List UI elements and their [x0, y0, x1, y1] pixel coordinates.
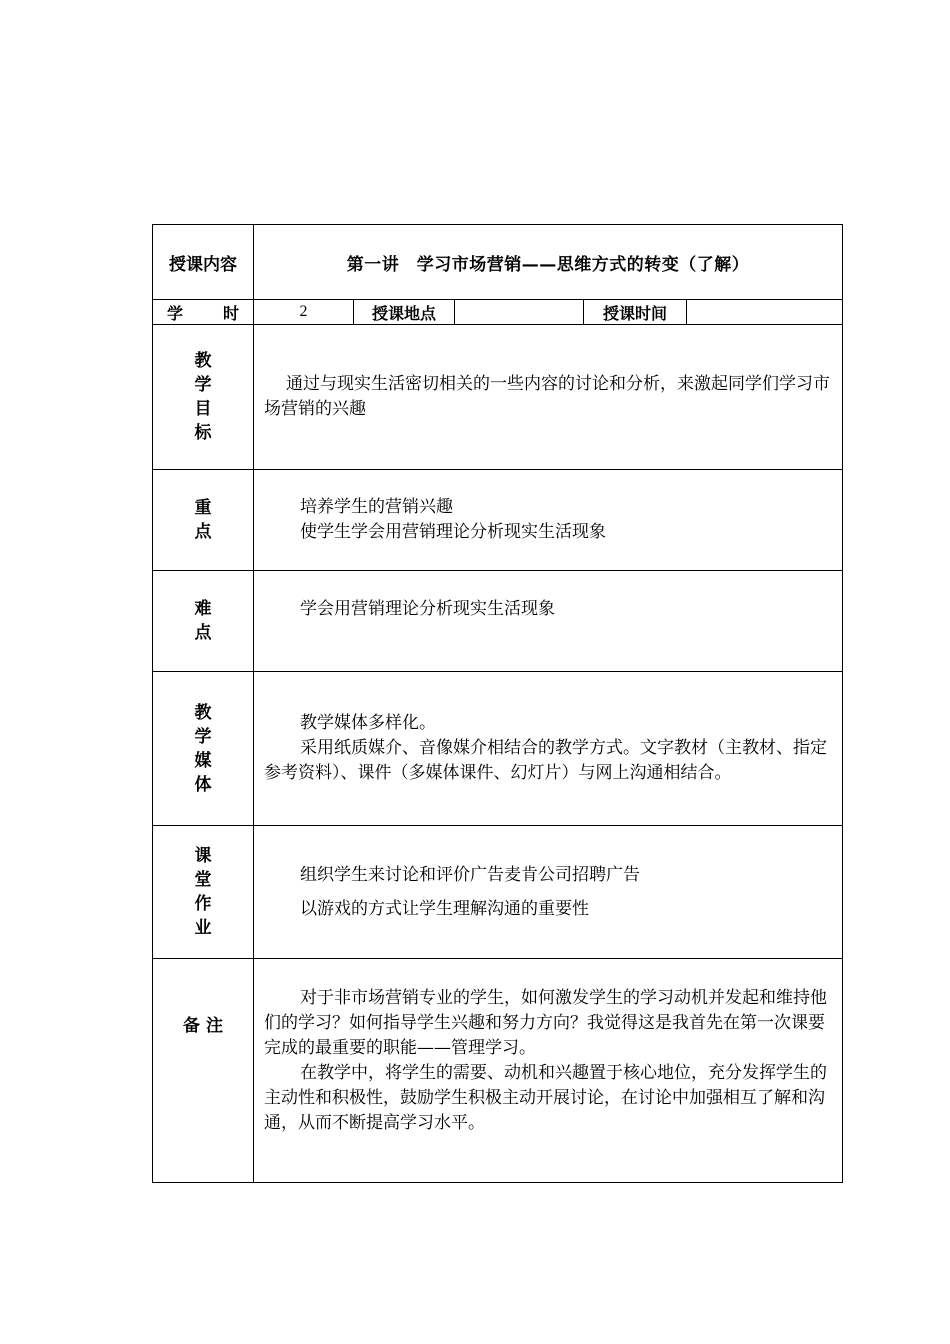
- difficulties-row: [153, 571, 843, 672]
- remarks-paragraph: 在教学中，将学生的需要、动机和兴趣置于核心地位，充分发挥学生的主动性和积极性，鼓励学生积极主动开展讨论，在讨论中加强相互了解和沟通，从而不断提高学习水平。: [264, 1063, 827, 1133]
- objectives-label-char: 标: [194, 423, 212, 443]
- media-label-char: 学: [194, 726, 212, 747]
- difficulties-label: [153, 571, 254, 672]
- lesson-plan-table: [152, 224, 843, 1183]
- difficulties-content: [254, 571, 843, 672]
- time-label: 授课时间: [584, 300, 687, 325]
- hours-label-b: 时: [222, 303, 239, 323]
- lesson-plan-sheet: [152, 224, 842, 1183]
- media-row: [153, 672, 843, 826]
- media-paragraph: 教学媒体多样化。: [300, 713, 436, 733]
- hours-value: 2: [254, 300, 354, 325]
- remarks-label: 备 注: [153, 959, 254, 1183]
- content-label: 授课内容: [153, 225, 254, 300]
- key-points-row: [153, 470, 843, 571]
- remarks-row: [153, 959, 843, 1183]
- time-value: [687, 300, 843, 325]
- homework-label-char: 作: [194, 894, 212, 914]
- remarks-paragraph: 对于非市场营销专业的学生，如何激发学生的学习动机并发起和维持他们的学习？如何指导学生兴趣和努力方向？我觉得这是我首先在第一次课要完成的最重要的职能——管理学习。: [264, 988, 827, 1058]
- hours-label: [153, 300, 254, 325]
- objectives-content: [254, 325, 843, 470]
- objectives-row: [153, 325, 843, 470]
- homework-label-char: 堂: [194, 870, 212, 890]
- homework-label-char: 课: [194, 846, 212, 866]
- homework-item: 以游戏的方式让学生理解沟通的重要性: [300, 898, 589, 919]
- homework-row: [153, 826, 843, 959]
- media-label-char: 教: [194, 702, 212, 723]
- objectives-label: [153, 325, 254, 470]
- lesson-title: 第一讲 学习市场营销——思维方式的转变（了解）: [254, 225, 843, 300]
- homework-content: [254, 826, 843, 959]
- key-point-item: 培养学生的营销兴趣: [300, 497, 453, 517]
- difficulties-label-char: 难: [194, 599, 212, 619]
- remarks-content: [254, 959, 843, 1183]
- location-label: 授课地点: [354, 300, 455, 325]
- media-label: [153, 672, 254, 826]
- key-points-label-char: 重: [194, 498, 212, 518]
- difficulty-item: 学会用营销理论分析现实生活现象: [300, 599, 555, 619]
- objectives-label-char: 目: [194, 399, 212, 419]
- homework-label-char: 业: [194, 918, 212, 938]
- homework-item: 组织学生来讨论和评价广告麦肯公司招聘广告: [300, 864, 640, 885]
- key-point-item: 使学生学会用营销理论分析现实生活现象: [300, 522, 606, 542]
- key-points-label-char: 点: [194, 522, 212, 542]
- homework-label: [153, 826, 254, 959]
- key-points-content: [254, 470, 843, 571]
- media-label-char: 体: [194, 774, 212, 795]
- objectives-label-char: 教: [194, 351, 212, 371]
- objectives-paragraph: 通过与现实生活密切相关的一些内容的讨论和分析，来激起同学们学习市场营销的兴趣: [264, 374, 830, 419]
- media-label-char: 媒: [194, 750, 212, 771]
- media-paragraph: 采用纸质媒介、音像媒介相结合的教学方式。文字教材（主教材、指定参考资料）、课件（多媒体课件、幻灯片）与网上沟通相结合。: [264, 738, 827, 783]
- objectives-label-char: 学: [194, 375, 212, 395]
- difficulties-label-char: 点: [194, 623, 212, 643]
- media-content: [254, 672, 843, 826]
- info-row: [153, 300, 843, 325]
- location-value: [455, 300, 584, 325]
- hours-label-a: 学: [167, 303, 184, 323]
- header-row: [153, 225, 843, 300]
- key-points-label: [153, 470, 254, 571]
